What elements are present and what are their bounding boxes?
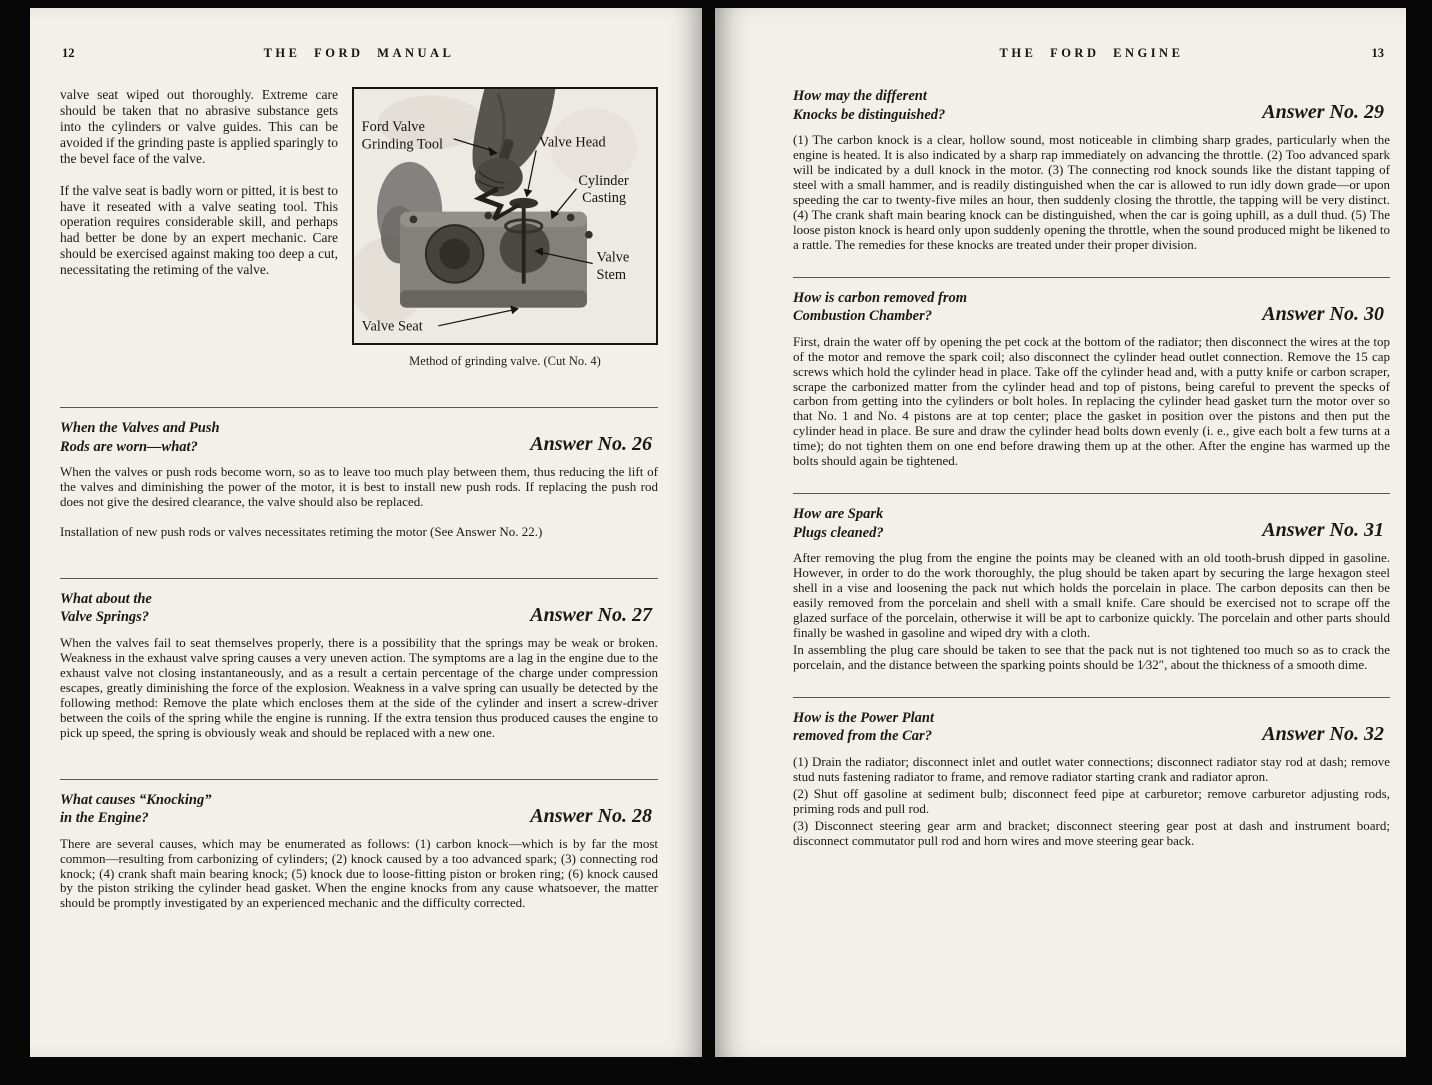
qa-section-28 bbox=[60, 779, 658, 912]
body-paragraph: valve seat wiped out thoroughly. Extreme care should be taken that no abrasive substance gets into the cylinders or valve guides. This can be avoided if the grinding paste is applied sparingly to the bevel face of the valve. bbox=[60, 87, 338, 166]
question-line: Combustion Chamber? bbox=[793, 308, 932, 325]
figure-wrap bbox=[352, 87, 658, 369]
body-paragraph: (2) Shut off gasoline at sediment bulb; disconnect feed pipe at carburetor; remove carburetor adjusting rods, priming rods and pull rod. bbox=[793, 785, 1390, 816]
qa-section-27 bbox=[60, 578, 658, 741]
page-title-left: THE FORD MANUAL bbox=[263, 46, 455, 60]
page-number-left: 12 bbox=[62, 46, 75, 60]
figure-label-valve-seat: Valve Seat bbox=[361, 318, 423, 335]
question-line: How is the Power Plant bbox=[793, 709, 934, 726]
page-left bbox=[30, 8, 702, 1057]
question bbox=[60, 419, 220, 456]
qa-heading bbox=[793, 87, 1390, 124]
body-paragraph: When the valves fail to seat themselves properly, there is a possibility that the springs may be weak or broken. Weakness in the exhaust valve spring causes a very uneven action. The symptoms are a lag in the engine due to the exhaust valve not closing instantaneously, and as a result a certain percentage of the charge under compression escapes, greatly diminishing the force of the explosion. Weakness in a valve spring can usually be detected by the following method: Remove the plate which encloses them at the side of the cylinder and insert a screw-driver between the coils of the spring while the engine is running. If the extra tension thus produced causes the engine to pick up speed, the spring is obviously weak and should be replaced with a new one. bbox=[60, 635, 658, 740]
figure-label-cylinder: Cylinder bbox=[578, 172, 629, 189]
question bbox=[793, 87, 945, 124]
running-head-right bbox=[793, 46, 1390, 61]
qa-section-31 bbox=[793, 493, 1390, 673]
question bbox=[60, 791, 211, 828]
figure-label-stem: Stem bbox=[596, 266, 627, 283]
question-line: What causes “Knocking” bbox=[60, 791, 212, 808]
question-line: Plugs cleaned? bbox=[793, 524, 884, 541]
question-line: How is carbon removed from bbox=[793, 289, 967, 306]
answer-number: Answer No. 31 bbox=[1262, 519, 1384, 542]
body-paragraph: There are several causes, which may be enumerated as follows: (1) carbon knock—which is by far the most common—resulting from carbonizing of cylinders; (2) knock caused by a too advanced spark; (3) connecting rod knock; (4) crank shaft main bearing knock; (5) knock due to loose-fitting piston or broken ring; (6) knock caused by the piston striking the cylinder head gasket. When the engine knocks from any cause whatsoever, the matter should be promptly investigated by an experienced mechanic and the difficulty corrected. bbox=[60, 835, 658, 911]
answer-number: Answer No. 30 bbox=[1262, 302, 1384, 325]
top-region bbox=[60, 87, 658, 369]
qa-heading bbox=[793, 709, 1390, 746]
qa-heading bbox=[793, 505, 1390, 542]
answer-number: Answer No. 28 bbox=[530, 804, 652, 827]
body-paragraph: If the valve seat is badly worn or pitted, it is best to have it reseated with a valve seating tool. This operation requires considerable skill, and perhaps had better be done by an expert mechanic. Care should be exercised against making too deep a cut, necessitating the retiming of the valve. bbox=[60, 182, 338, 278]
cylinder-block-graphic bbox=[400, 212, 593, 308]
question-line: in the Engine? bbox=[60, 810, 149, 827]
page-title-right: THE FORD ENGINE bbox=[999, 46, 1184, 60]
question-line: How may the different bbox=[793, 88, 927, 104]
body-paragraph: (3) Disconnect steering gear arm and bracket; disconnect steering gear post at dash and instrument board; disconnect commutator pull rod and horn wires and move steering gear back. bbox=[793, 817, 1390, 848]
body-paragraph: Installation of new push rods or valves necessitates retiming the motor (See Answer No. 22.) bbox=[60, 523, 543, 539]
answer-number: Answer No. 26 bbox=[530, 433, 652, 456]
question-line: When the Valves and Push bbox=[60, 420, 220, 437]
body-paragraph: After removing the plug from the engine the points may be cleaned with an old tooth-brush dipped in gasoline. However, in order to do the work thoroughly, the plug should be taken apart by securing the large hexagon steel shell in a vise and loosening the pack nut which holds the porcelain in place. The carbon deposits can then be easily removed from the porcelain and shell with a small knife. Care should be exercised not to scrape off the glazed surface of the porcelain, otherwise it will be apt to carbonize quickly. The porcelain and other parts should finally be washed in gasoline and wiped dry with a cloth. bbox=[793, 550, 1390, 640]
question bbox=[793, 289, 967, 326]
body-paragraph: First, drain the water off by opening the pet cock at the bottom of the radiator; then disconnect the wires at the top of the motor and remove the spark coil; also disconnect the cylinder head outlet connection. Remove the 15 cap screws which hold the cylinder head in place. Take off the cylinder head and, with a putty knife or carbon scraper, scrape the carbonized matter from the cylinder head and top of pistons, being careful to prevent the specks of carbon from getting into the cylinders or bolt holes. In replacing the cylinder head gasket turn the motor over so that No. 1 and No. 4 pistons are at top center; place the gasket in position over the pistons and then put the cylinder head in place. Be sure and draw the cylinder head bolts down evenly (i. e., give each bolt a few turns at a time); do not tighten them on one end before drawing them up at the other. After the engine has warmed up the bolts should again be tightened. bbox=[793, 333, 1390, 469]
figure-label-valve: Valve bbox=[596, 249, 630, 266]
intro-column bbox=[60, 87, 338, 369]
page-number-right: 13 bbox=[1371, 46, 1384, 60]
question-line: Knocks be distinguished? bbox=[793, 106, 946, 123]
figure-label-valve-head: Valve Head bbox=[539, 134, 606, 151]
body-paragraph: When the valves or push rods become worn, so as to leave too much play between them, thus reducing the lift of the valves and diminishing the power of the motor, it is best to install new push rods. If replacing the push rod does not give the desired clearance, the valve should also be replaced. bbox=[60, 464, 658, 510]
body-paragraph: (1) The carbon knock is a clear, hollow sound, most noticeable in climbing sharp grades, particularly when the engine is heated. It is also indicated by a sharp rap immediately on advancing the throttle. (2) Too advanced spark will be indicated by a dull knock in the motor. (3) The connecting rod knock sounds like the distant tapping of steel with a small hammer, and is readily distinguished when the car is allowed to run idly down grade—or upon speeding the car to twenty-five miles an hour, then suddenly closing the throttle, the tapping will be very distinct. (4) The crank shaft main bearing knock can be distinguished, when the car is going uphill, as a dull thud. (5) The loose piston knock is heard only upon suddenly opening the throttle, when the sound produced might be likened to a rattle. The remedies for these knocks are treated under their proper division. bbox=[793, 132, 1390, 252]
answer-number: Answer No. 27 bbox=[530, 604, 652, 626]
figure-box bbox=[352, 87, 658, 345]
figure-label-tool-line1: Ford Valve bbox=[361, 119, 425, 136]
question bbox=[60, 590, 152, 627]
running-head-left bbox=[60, 46, 658, 61]
qa-section-30 bbox=[793, 277, 1390, 470]
body-paragraph: In assembling the plug care should be taken to see that the pack nut is not tightened too much so as to crack the porcelain, and the distance between the sparking points should be 1⁄32″, about the thickness of a smooth dime. bbox=[793, 641, 1390, 672]
figure-caption: Method of grinding valve. (Cut No. 4) bbox=[409, 354, 601, 369]
qa-heading bbox=[60, 419, 658, 456]
answer-number: Answer No. 32 bbox=[1262, 722, 1384, 745]
question bbox=[793, 505, 884, 542]
figure-label-tool-line2: Grinding Tool bbox=[361, 136, 444, 153]
qa-section-29 bbox=[793, 87, 1390, 253]
figure-label-casting: Casting bbox=[582, 190, 627, 207]
page-right bbox=[715, 8, 1406, 1057]
qa-section-26 bbox=[60, 407, 658, 540]
qa-heading bbox=[60, 590, 658, 627]
question-line: Rods are worn—what? bbox=[60, 438, 198, 455]
question-line: What about the bbox=[60, 590, 152, 607]
question-line: removed from the Car? bbox=[793, 728, 932, 745]
qa-section-32 bbox=[793, 697, 1390, 849]
question-line: How are Spark bbox=[793, 506, 884, 523]
answer-number: Answer No. 29 bbox=[1262, 101, 1384, 124]
qa-heading bbox=[60, 791, 658, 828]
qa-heading bbox=[793, 289, 1390, 326]
valve-grinding-figure bbox=[354, 89, 656, 343]
question-line: Valve Springs? bbox=[60, 609, 150, 626]
body-paragraph: (1) Drain the radiator; disconnect inlet and outlet water connections; disconnect radiator stay rod at dash; remove stud nuts fastening radiator to frame, and remove radiator starting crank and radiator apron. bbox=[793, 753, 1390, 784]
question bbox=[793, 709, 934, 746]
